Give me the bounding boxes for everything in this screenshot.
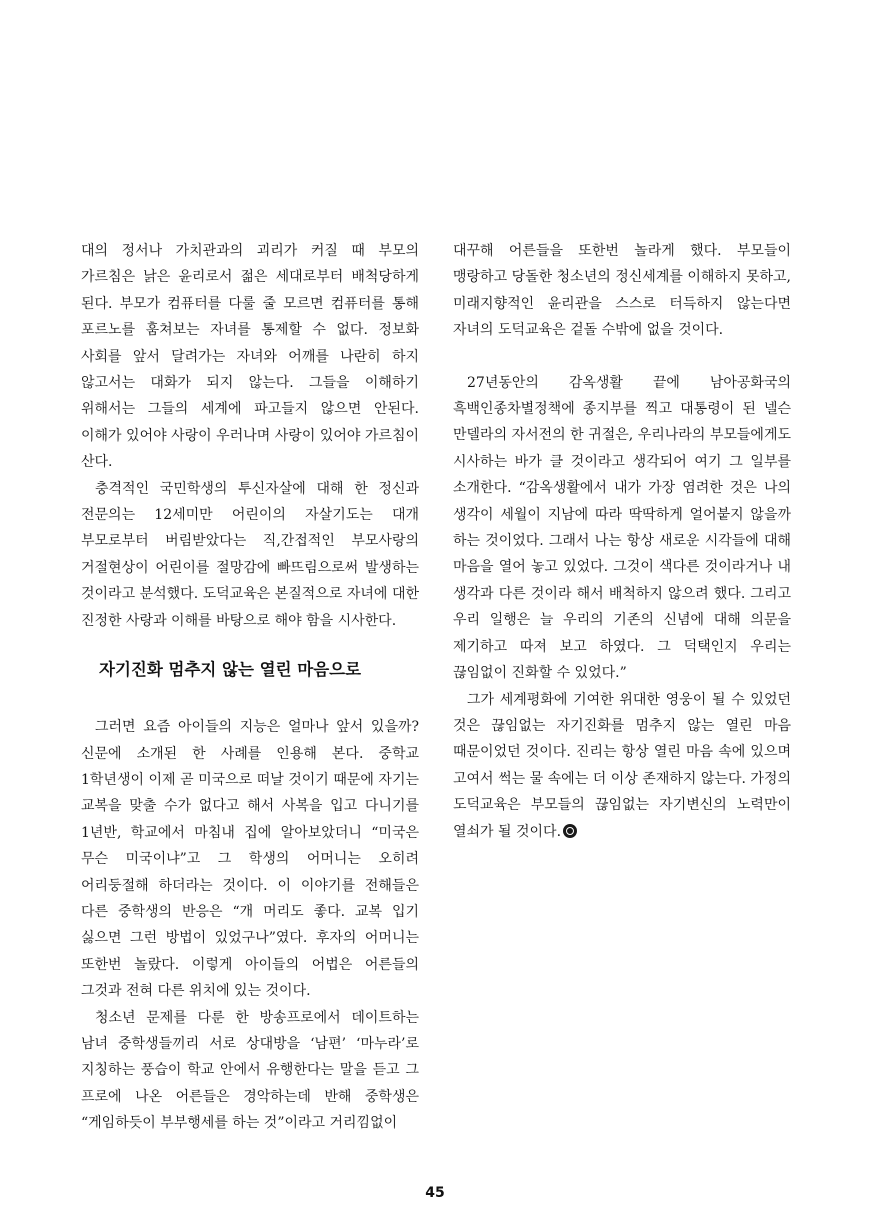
paragraph: 대의 정서나 가치관과의 괴리가 커질 때 부모의 가르침은 낡은 윤리로서 젊은 세대로부터 배척당하게 된다. 부모가 컴퓨터를 다룰 줄 모르면 컴퓨터를 통해 포르노를 훔쳐보는 자녀를 통제할 수 없다. 정보화 사회를 앞서 달려가는 자녀와 어깨를 나란히 하지 않고서는 대화가 되지 않는다. 그들을 이해하기 위해서는 그들의 세계에 파고들지 않으면 안된다. 이해가 있어야 사랑이 우러나며 사랑이 있어야 가르침이 산다. <box>81 243 419 471</box>
paragraph: 대꾸해 어른들을 또한번 놀라게 했다. 부모들이 맹랑하고 당돌한 청소년의 정신세계를 이해하지 못하고, 미래지향적인 윤리관을 스스로 터득하지 않는다면 자녀의 도덕교육은 겉돌 수밖에 없을 것이다. <box>453 243 791 339</box>
right-column <box>453 238 791 845</box>
left-column <box>81 238 419 1137</box>
page-number: 45 <box>425 1185 445 1201</box>
paragraph <box>453 687 791 845</box>
paragraph: 충격적인 국민학생의 투신자살에 대해 한 정신과 전문의는 12세미만 어린이의 자살기도는 대개 부모로부터 버림받았다는 직,간접적인 부모사랑의 거절현상이 어린이를 절망감에 빠뜨림으로써 발생하는 것이라고 분석했다. 도덕교육은 본질적으로 자녀에 대한 진정한 사랑과 이해를 바탕으로 해야 함을 시사한다. <box>81 480 419 629</box>
section-heading: 자기진화 멈추지 않는 열린 마음으로 <box>99 660 362 680</box>
paragraph-text: 그가 세계평화에 기여한 위대한 영웅이 될 수 있었던 것은 끊임없는 자기진화를 멈추지 않는 열린 마음 때문이었던 것이다. 진리는 항상 열린 마음 속에 있으며 고여서 썩는 물 속에는 더 이상 존재하지 않는다. 가정의 도덕교육은 부모들의 끊임없는 자기변신의 노력만이 열쇠가 될 것이다. <box>453 691 791 840</box>
paragraph: 27년동안의 감옥생활 끝에 남아공화국의 흑백인종차별정책에 종지부를 찍고 대통령이 된 넬슨 만델라의 자서전의 한 귀절은, 우리나라의 부모들에게도 시사하는 바가 클 것이라고 생각되어 여기 그 일부를 소개한다. “감옥생활에서 내가 가장 염려한 것은 나의 생각이 세월이 지남에 따라 딱딱하게 얼어붙지 않을까 하는 것이었다. 그래서 나는 항상 새로운 시각들에 대해 마음을 열어 놓고 있었다. 그것이 색다른 것이라거나 내 생각과 다른 것이라 해서 배척하지 않으려 했다. 그리고 우리 일행은 늘 우리의 기존의 신념에 대해 의문을 제기하고 따져 보고 하였다. 그 덕택인지 우리는 끊임없이 진화할 수 있었다.” <box>453 374 791 682</box>
paragraph: 그러면 요즘 아이들의 지능은 얼마나 앞서 있을까? 신문에 소개된 한 사례를 인용해 본다. 중학교 1학년생이 이제 곧 미국으로 떠날 것이기 때문에 자기는 교복을 맞출 수가 없다고 해서 사복을 입고 다니기를 1년반, 학교에서 마침내 집에 알아보았더니 “미국은 무슨 미국이냐”고 그 학생의 어머니는 오히려 어리둥절해 하더라는 것이다. 이 이야기를 전해들은 다른 중학생의 반응은 “개 머리도 좋다. 교복 입기 싫으면 그런 방법이 있었구나”였다. 후자의 어머니는 또한번 놀랐다. 이렇게 아이들의 어법은 어른들의 그것과 전혀 다른 위치에 있는 것이다. <box>81 719 419 1000</box>
magazine-end-mark-icon <box>563 824 577 838</box>
paragraph: 청소년 문제를 다룬 한 방송프로에서 데이트하는 남녀 중학생들끼리 서로 상대방을 ‘남편’ ‘마누라’로 지칭하는 풍습이 학교 안에서 유행한다는 말을 듣고 그 프로에 나온 어른들은 경악하는데 반해 중학생은 “게임하듯이 부부행세를 하는 것”이라고 거리낌없이 <box>81 1009 419 1132</box>
